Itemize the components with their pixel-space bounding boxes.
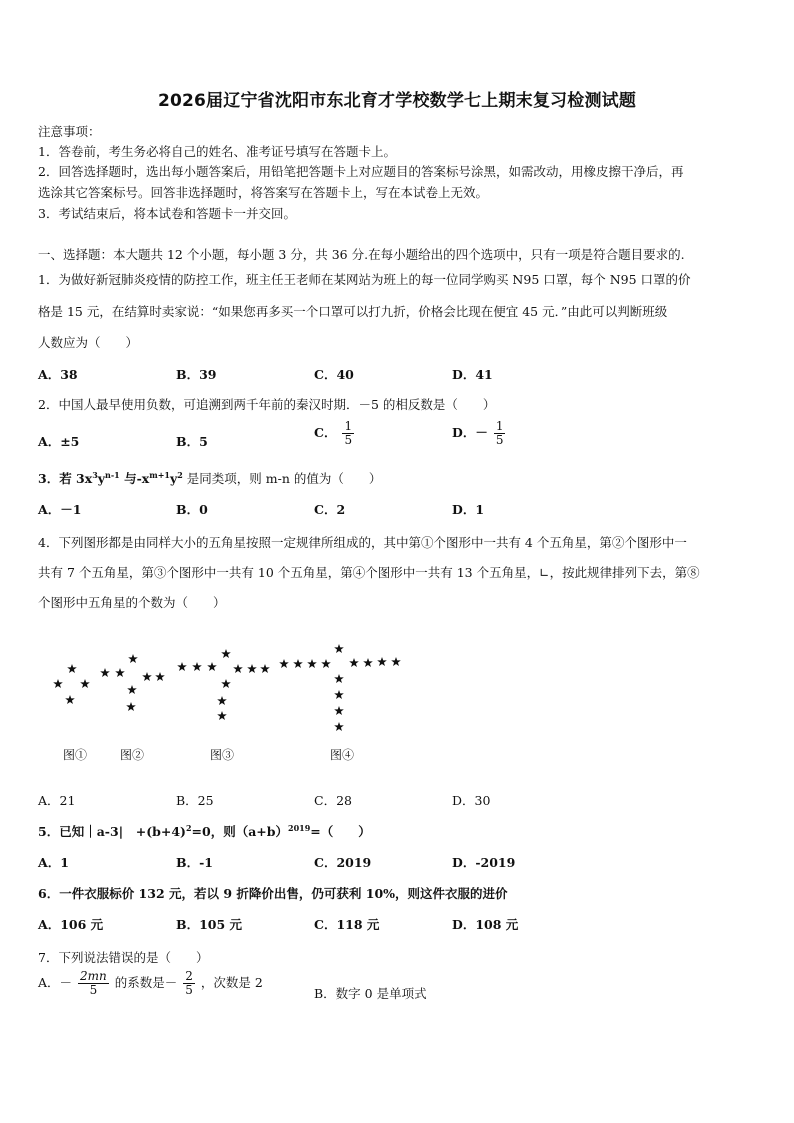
q2-option-c-denominator: 5 xyxy=(344,433,353,447)
star-icon xyxy=(334,690,344,699)
q7-option-a-denominator-2: 5 xyxy=(185,983,193,997)
q4-option-c: C．28 xyxy=(314,793,352,808)
star-icon xyxy=(192,662,202,671)
star-icon xyxy=(127,685,137,694)
star-icon xyxy=(217,696,227,705)
q3-stem-part: y xyxy=(169,471,178,486)
q7-option-a-middle: 的系数是－ xyxy=(114,975,178,990)
q7-option-a-numerator-2: 2 xyxy=(185,969,193,983)
q2-option-c-numerator: 1 xyxy=(344,419,353,433)
star-icon xyxy=(207,662,217,671)
q4-option-a: A．21 xyxy=(38,793,76,808)
q5-stem-part: =0，则（a+b） xyxy=(191,824,289,839)
q4-stem-line-2: 共有 7 个五角星，第③个图形中一共有 10 个五角星，第④个图形中一共有 13 个五角星，∟，按此规律排列下去，第⑧ xyxy=(38,565,700,580)
q1-option-c: C．40 xyxy=(314,367,354,382)
q2-option-b: B．5 xyxy=(176,434,208,449)
figure-3-caption: 图③ xyxy=(210,748,235,762)
star-icon xyxy=(217,711,227,720)
star-icon xyxy=(334,674,344,683)
star-icon xyxy=(100,668,110,677)
figure-1-caption: 图① xyxy=(63,748,88,762)
q2-option-c-label: C． xyxy=(314,425,337,440)
notice-item-2-line-2: 选涂其它答案标号。回答非选择题时，将答案写在答题卡上，写在本试卷上无效。 xyxy=(38,185,489,200)
figure-4-caption: 图④ xyxy=(330,748,355,762)
notice-item-1: 1．答卷前，考生务必将自己的姓名、准考证号填写在答题卡上。 xyxy=(38,144,396,159)
q3-stem-part: 与-x xyxy=(119,471,150,486)
star-icon xyxy=(334,722,344,731)
q2-option-a: A．±5 xyxy=(38,434,80,449)
q4-stem-line-3: 个图形中五角星的个数为（ ） xyxy=(38,595,226,610)
q2-option-c-fraction xyxy=(342,420,354,447)
star-icon xyxy=(321,659,331,668)
q1-option-b: B．39 xyxy=(176,367,217,382)
star-icon xyxy=(349,658,359,667)
q6-option-a: A．106 元 xyxy=(38,917,104,932)
q5-sup: 2 xyxy=(185,822,192,833)
q7-option-b: B．数字 0 是单项式 xyxy=(314,986,427,1001)
star-icon xyxy=(247,664,257,673)
q6-option-c: C．118 元 xyxy=(314,917,380,932)
star-icon xyxy=(67,664,77,673)
q7-option-a-tail: ，次数是 2 xyxy=(200,975,263,990)
q7-option-a-label: A．－ xyxy=(38,975,73,990)
q5-option-c: C．2019 xyxy=(314,855,372,870)
q3-sup: 2 xyxy=(177,469,183,480)
star-icon xyxy=(391,657,401,666)
q1-option-d: D．41 xyxy=(452,367,493,382)
q2-option-c xyxy=(314,420,356,447)
q3-stem-part: 是同类项，则 m-n 的值为（ ） xyxy=(182,471,382,486)
q4-option-b: B．25 xyxy=(176,793,214,808)
q3-option-b: B．0 xyxy=(176,502,208,517)
q7-option-a-fraction-2 xyxy=(183,970,195,997)
q6-stem: 6．一件衣服标价 132 元，若以 9 折降价出售，仍可获利 10%，则这件衣服的进价 xyxy=(38,886,508,901)
star-icon xyxy=(128,654,138,663)
notice-item-2-line-1: 2．回答选择题时，选出每小题答案后，用铅笔把答题卡上对应题目的答案标号涂黑，如需改动，用橡皮擦干净后，再 xyxy=(38,164,684,179)
star-icon xyxy=(53,679,63,688)
q3-option-d: D．1 xyxy=(452,502,485,517)
q2-option-d-label: D．－ xyxy=(452,425,488,440)
q2-option-d xyxy=(452,420,507,447)
q3-sup: 3 xyxy=(92,469,98,480)
star-icon xyxy=(80,679,90,688)
q7-option-a-fraction-1 xyxy=(78,970,109,997)
q1-stem-line-3: 人数应为（ ） xyxy=(38,335,139,350)
exam-title: 2026届辽宁省沈阳市东北育才学校数学七上期末复习检测试题 xyxy=(157,91,637,111)
star-icon xyxy=(334,706,344,715)
star-icon xyxy=(177,662,187,671)
star-icon xyxy=(126,702,136,711)
q1-stem-line-1: 1．为做好新冠肺炎疫情的防控工作，班主任王老师在某网站为班上的每一位同学购买 N95 口罩，每个 N95 口罩的价 xyxy=(38,272,691,287)
star-icon xyxy=(155,672,165,681)
q3-option-c: C．2 xyxy=(314,502,346,517)
q7-stem: 7．下列说法错误的是（ ） xyxy=(38,950,209,965)
q3-stem-part: y xyxy=(97,471,106,486)
star-icon xyxy=(260,664,270,673)
star-icon xyxy=(307,659,317,668)
q4-option-d: D．30 xyxy=(452,793,491,808)
star-icon xyxy=(233,664,243,673)
q3-option-a: A．－1 xyxy=(38,502,82,517)
notice-heading: 注意事项： xyxy=(38,124,101,139)
q3-stem xyxy=(38,469,381,487)
q2-option-d-numerator: 1 xyxy=(495,419,504,433)
q3-stem-part: 3．若 3x xyxy=(38,471,93,486)
q5-sup: 2019 xyxy=(288,822,311,833)
notice-item-3: 3．考试结束后，将本试卷和答题卡一并交回。 xyxy=(38,206,296,221)
q4-stem-line-1: 4．下列图形都是由同样大小的五角星按照一定规律所组成的，其中第①个图形中一共有 4 个五角星，第②个图形中一 xyxy=(38,535,687,550)
q7-option-a xyxy=(38,970,263,997)
star-icon xyxy=(65,695,75,704)
q1-option-a: A．38 xyxy=(38,367,78,382)
q5-stem xyxy=(38,822,371,840)
q3-sup: m+1 xyxy=(149,469,170,480)
q5-stem-part: =（ ） xyxy=(310,824,371,839)
star-icon xyxy=(279,659,289,668)
q1-stem-line-2: 格是 15 元，在结算时卖家说：“如果您再多买一个口罩可以打九折，价格会比现在便宜 45 元．”由此可以判断班级 xyxy=(38,304,668,319)
q7-option-a-denominator-1: 5 xyxy=(89,983,98,997)
q7-option-a-numerator-1: 2mn xyxy=(80,969,107,983)
star-icon xyxy=(293,659,303,668)
figure-2-caption: 图② xyxy=(120,748,145,762)
q6-option-d: D．108 元 xyxy=(452,917,519,932)
q5-option-a: A．1 xyxy=(38,855,69,870)
star-icon xyxy=(334,644,344,653)
q2-option-d-denominator: 5 xyxy=(495,433,504,447)
star-icon xyxy=(115,668,125,677)
q2-option-d-fraction xyxy=(494,420,506,447)
q2-stem: 2．中国人最早使用负数，可追溯到两千年前的秦汉时期．－5 的相反数是（ ） xyxy=(38,397,496,412)
section-heading: 一、选择题：本大题共 12 个小题，每小题 3 分，共 36 分.在每小题给出的四个选项中，只有一项是符合题目要求的. xyxy=(38,247,685,262)
star-icon xyxy=(221,679,231,688)
q5-option-d: D．-2019 xyxy=(452,855,516,870)
star-icon xyxy=(221,649,231,658)
star-icon xyxy=(377,657,387,666)
star-icon xyxy=(142,672,152,681)
q5-stem-part: 5．已知｜a-3| +(b+4) xyxy=(38,824,186,839)
star-icon xyxy=(363,658,373,667)
q5-option-b: B．-1 xyxy=(176,855,213,870)
q3-sup: n-1 xyxy=(105,469,120,480)
q6-option-b: B．105 元 xyxy=(176,917,243,932)
